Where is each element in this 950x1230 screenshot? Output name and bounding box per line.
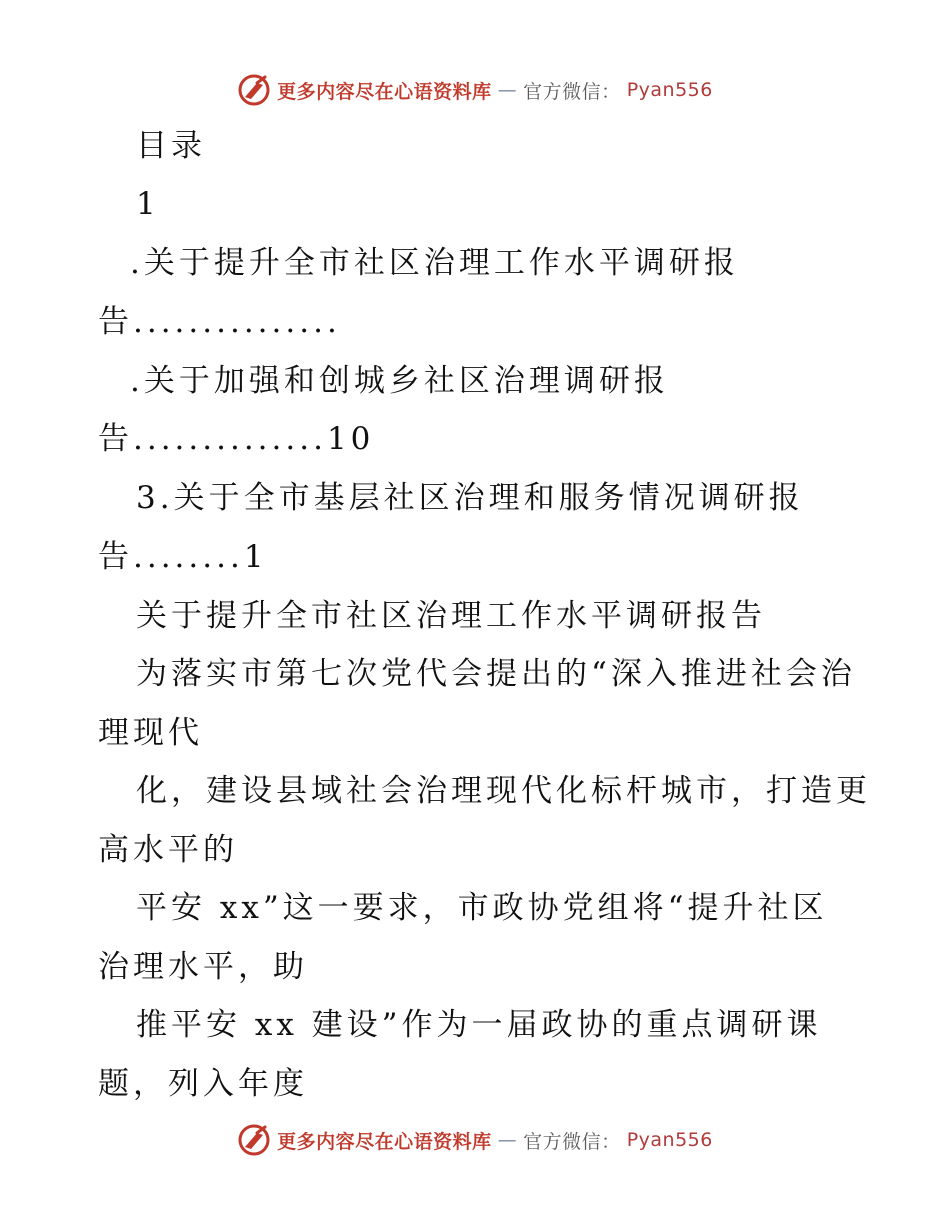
toc-item-3-line-2: 告........1 <box>98 539 268 575</box>
watermark-separator: — <box>497 1129 518 1151</box>
paragraph-line-3: 化，建设县域社会治理现代化标杆城市，打造更 <box>136 773 871 809</box>
watermark-id: Pyan556 <box>626 1129 713 1151</box>
paragraph-line-7: 推平安 xx 建设”作为一届政协的重点调研课 <box>136 1007 822 1043</box>
paragraph-line-1: 为落实市第七次党代会提出的“深入推进社会治 <box>136 656 856 692</box>
toc-item-3-line-1: 3.关于全市基层社区治理和服务情况调研报 <box>136 480 804 516</box>
report-heading: 关于提升全市社区治理工作水平调研报告 <box>136 598 766 634</box>
toc-number: 1 <box>136 186 160 222</box>
toc-item-1-line-2: 告............... <box>98 304 341 340</box>
paragraph-line-4: 高水平的 <box>98 832 238 868</box>
toc-title: 目录 <box>136 128 206 164</box>
brand-logo-icon <box>237 1123 271 1157</box>
watermark-separator: — <box>497 79 518 101</box>
toc-item-2-line-2: 告..............10 <box>98 421 375 457</box>
paragraph-line-5: 平安 xx”这一要求，市政协党组将“提升社区 <box>136 890 828 926</box>
watermark-brand: 更多内容尽在心语资料库 <box>277 80 492 103</box>
watermark-label: 官方微信： <box>523 1130 621 1153</box>
paragraph-line-6: 治理水平，助 <box>98 949 308 985</box>
watermark-label: 官方微信： <box>523 80 621 103</box>
toc-item-2-line-1: .关于加强和创城乡社区治理调研报 <box>130 363 669 399</box>
paragraph-line-8: 题，列入年度 <box>98 1066 308 1102</box>
watermark-brand: 更多内容尽在心语资料库 <box>277 1130 492 1153</box>
watermark-banner-bottom <box>0 1120 950 1160</box>
watermark-id: Pyan556 <box>626 79 713 101</box>
toc-item-1-line-1: .关于提升全市社区治理工作水平调研报 <box>130 245 739 281</box>
paragraph-line-2: 理现代 <box>98 715 203 751</box>
